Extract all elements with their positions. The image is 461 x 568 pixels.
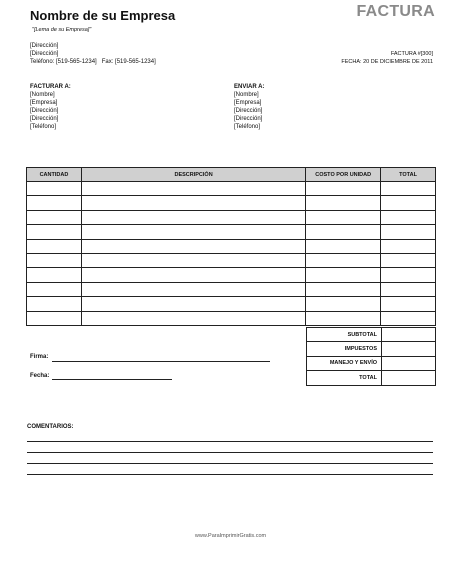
signature-label: Firma: <box>30 354 49 360</box>
cell-unit-cost[interactable] <box>306 182 381 196</box>
cell-total[interactable] <box>381 311 436 325</box>
ship-to-line: [Teléfono] <box>234 124 261 130</box>
invoice-meta <box>341 50 433 66</box>
ship-to-line: [Empresa] <box>234 100 262 106</box>
cell-quantity[interactable] <box>27 225 82 239</box>
cell-description[interactable] <box>81 182 305 196</box>
company-slogan: "[Lema de su Empresa]" <box>32 27 92 33</box>
table-row <box>27 253 436 267</box>
comments-heading: COMENTARIOS: <box>27 424 74 430</box>
invoice-title: FACTURA <box>356 3 435 20</box>
totals-table <box>306 327 436 386</box>
table-row <box>27 196 436 210</box>
taxes-value[interactable] <box>382 342 436 356</box>
bill-to-line: [Teléfono] <box>30 124 57 130</box>
cell-total[interactable] <box>381 210 436 224</box>
cell-unit-cost[interactable] <box>306 297 381 311</box>
taxes-label: IMPUESTOS <box>307 342 382 356</box>
bill-to-block <box>30 83 71 131</box>
table-row <box>27 297 436 311</box>
shipping-label: MANEJO Y ENVÍO <box>307 356 382 370</box>
taxes-row <box>307 342 436 356</box>
cell-description[interactable] <box>81 210 305 224</box>
company-address-line: [Dirección] <box>30 51 59 57</box>
subtotal-row <box>307 328 436 342</box>
cell-quantity[interactable] <box>27 182 82 196</box>
bill-to-line: [Dirección] <box>30 108 59 114</box>
bill-to-heading: FACTURAR A: <box>30 84 71 90</box>
cell-quantity[interactable] <box>27 297 82 311</box>
comment-line[interactable] <box>27 441 433 442</box>
cell-unit-cost[interactable] <box>306 311 381 325</box>
ship-to-heading: ENVIAR A: <box>234 84 265 90</box>
col-header-description: DESCRIPCIÓN <box>81 168 305 182</box>
cell-unit-cost[interactable] <box>306 268 381 282</box>
date-line[interactable] <box>52 379 172 380</box>
cell-description[interactable] <box>81 225 305 239</box>
cell-description[interactable] <box>81 311 305 325</box>
company-address-line: [Dirección] <box>30 43 59 49</box>
col-header-unit-cost: COSTO POR UNIDAD <box>306 168 381 182</box>
cell-quantity[interactable] <box>27 196 82 210</box>
ship-to-line: [Nombre] <box>234 92 259 98</box>
footer-website: www.ParaImprimirGratis.com <box>194 533 267 539</box>
comment-line[interactable] <box>27 452 433 453</box>
cell-total[interactable] <box>381 268 436 282</box>
cell-total[interactable] <box>381 196 436 210</box>
company-address <box>30 42 156 66</box>
table-row <box>27 282 436 296</box>
subtotal-value[interactable] <box>382 328 436 342</box>
invoice-number: FACTURA #[300] <box>390 51 433 57</box>
cell-quantity[interactable] <box>27 239 82 253</box>
comment-line[interactable] <box>27 474 433 475</box>
items-table <box>26 167 436 326</box>
comment-line[interactable] <box>27 463 433 464</box>
cell-quantity[interactable] <box>27 210 82 224</box>
cell-quantity[interactable] <box>27 311 82 325</box>
ship-to-block <box>234 83 264 131</box>
col-header-total: TOTAL <box>381 168 436 182</box>
shipping-row <box>307 356 436 370</box>
signature-line[interactable] <box>52 361 270 362</box>
invoice-date: FECHA: 20 DE DICIEMBRE DE 2011 <box>341 59 433 65</box>
cell-total[interactable] <box>381 297 436 311</box>
company-name: Nombre de su Empresa <box>30 8 176 23</box>
total-label: TOTAL <box>307 371 382 385</box>
cell-description[interactable] <box>81 239 305 253</box>
cell-unit-cost[interactable] <box>306 239 381 253</box>
cell-description[interactable] <box>81 297 305 311</box>
cell-quantity[interactable] <box>27 282 82 296</box>
table-row <box>27 210 436 224</box>
table-row <box>27 311 436 325</box>
cell-unit-cost[interactable] <box>306 282 381 296</box>
cell-description[interactable] <box>81 196 305 210</box>
cell-total[interactable] <box>381 239 436 253</box>
ship-to-line: [Dirección] <box>234 116 263 122</box>
table-row <box>27 182 436 196</box>
bill-to-line: [Dirección] <box>30 116 59 122</box>
shipping-value[interactable] <box>382 356 436 370</box>
cell-total[interactable] <box>381 253 436 267</box>
cell-description[interactable] <box>81 253 305 267</box>
bill-to-line: [Empresa] <box>30 100 58 106</box>
total-row <box>307 371 436 385</box>
cell-quantity[interactable] <box>27 253 82 267</box>
cell-description[interactable] <box>81 268 305 282</box>
items-header-row <box>27 168 436 182</box>
table-row <box>27 225 436 239</box>
col-header-quantity: CANTIDAD <box>27 168 82 182</box>
table-row <box>27 239 436 253</box>
cell-unit-cost[interactable] <box>306 253 381 267</box>
company-phone-fax: Teléfono: [519-565-1234] Fax: [519-565-1234] <box>30 59 156 65</box>
cell-unit-cost[interactable] <box>306 210 381 224</box>
ship-to-line: [Dirección] <box>234 108 263 114</box>
bill-to-line: [Nombre] <box>30 92 55 98</box>
cell-total[interactable] <box>381 182 436 196</box>
subtotal-label: SUBTOTAL <box>307 328 382 342</box>
cell-unit-cost[interactable] <box>306 196 381 210</box>
total-value[interactable] <box>382 371 436 385</box>
items-body <box>27 182 436 326</box>
cell-unit-cost[interactable] <box>306 225 381 239</box>
date-label: Fecha: <box>30 373 50 379</box>
cell-quantity[interactable] <box>27 268 82 282</box>
cell-description[interactable] <box>81 282 305 296</box>
table-row <box>27 268 436 282</box>
cell-total[interactable] <box>381 282 436 296</box>
cell-total[interactable] <box>381 225 436 239</box>
